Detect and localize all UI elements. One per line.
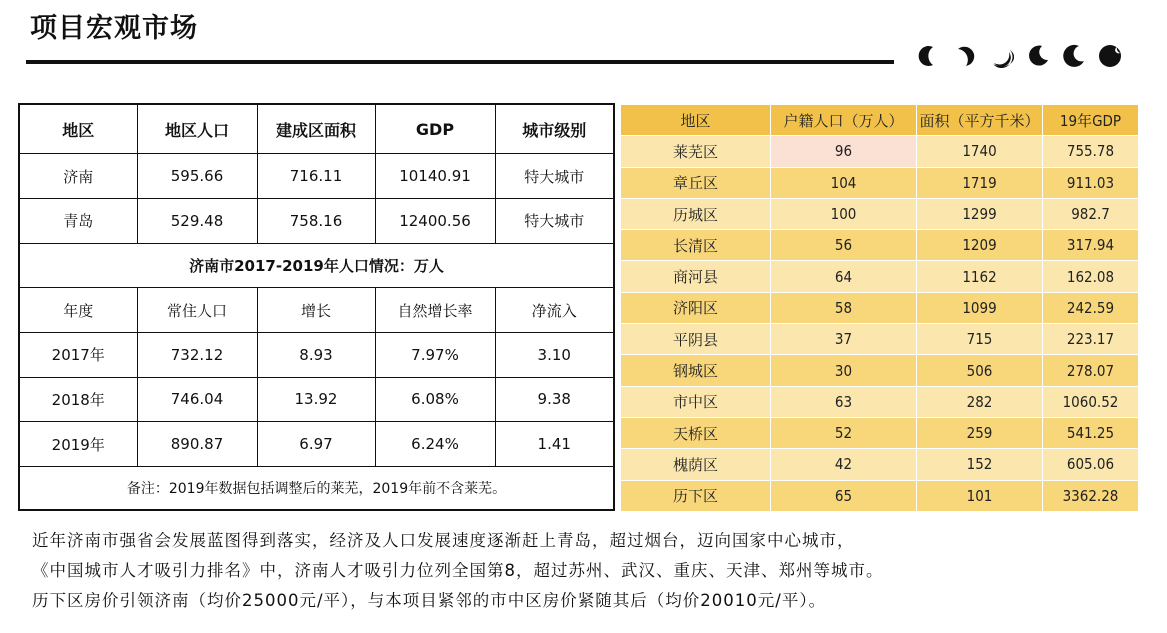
cell: 100 (771, 198, 917, 229)
cell: 104 (771, 167, 917, 198)
crescent-4-icon (1026, 44, 1050, 68)
cell: 槐荫区 (621, 449, 771, 480)
cell: 1.41 (495, 422, 614, 467)
cell: 732.12 (137, 332, 257, 377)
cell: 青岛 (19, 198, 137, 243)
table-row (621, 230, 1139, 261)
table-note: 备注：2019年数据包括调整后的莱芜，2019年前不含莱芜。 (19, 466, 614, 510)
table-row (621, 261, 1139, 292)
table-row (621, 292, 1139, 323)
table-row (19, 154, 614, 199)
crescent-6-icon (1098, 44, 1122, 68)
table-row (19, 377, 614, 422)
paragraph-line: 历下区房价引领济南（均价25000元/平），与本项目紧邻的市中区房价紧随其后（均价20010元/平）。 (32, 591, 827, 610)
table-row (19, 332, 614, 377)
district-table-body (621, 136, 1139, 512)
district-table (620, 104, 1139, 512)
table-subtitle-row (19, 243, 614, 288)
cell: 1209 (917, 230, 1043, 261)
cell: 37 (771, 324, 917, 355)
table-row (621, 386, 1139, 417)
header-cell: 地区 (621, 105, 771, 136)
crescent-1-icon (918, 44, 942, 68)
cell: 10140.91 (375, 154, 495, 199)
table-row (621, 324, 1139, 355)
page-title: 项目宏观市场 (30, 13, 198, 44)
header-cell: 城市级别 (495, 104, 614, 154)
city-comparison-table (18, 103, 615, 511)
crescent-2-icon (954, 44, 978, 68)
header-cell: 地区人口 (137, 104, 257, 154)
cell: 钢城区 (621, 355, 771, 386)
cell: 6.97 (257, 422, 375, 467)
table-row (621, 167, 1139, 198)
paragraph-line: 近年济南市强省会发展蓝图得到落实，经济及人口发展速度逐渐赶上青岛，超过烟台，迈向国家中心城市， (32, 531, 855, 550)
cell: 242.59 (1043, 292, 1139, 323)
cell: 3362.28 (1043, 480, 1139, 511)
cell: 历城区 (621, 198, 771, 229)
table-row (621, 198, 1139, 229)
cell: 3.10 (495, 332, 614, 377)
cell: 605.06 (1043, 449, 1139, 480)
table-row (19, 198, 614, 243)
cell: 52 (771, 417, 917, 448)
population-header-row (19, 288, 614, 333)
cell: 278.07 (1043, 355, 1139, 386)
header-cell: 年度 (19, 288, 137, 333)
header-cell: 净流入 (495, 288, 614, 333)
cell: 890.87 (137, 422, 257, 467)
cell: 65 (771, 480, 917, 511)
cell: 56 (771, 230, 917, 261)
header-cell: 建成区面积 (257, 104, 375, 154)
cell: 746.04 (137, 377, 257, 422)
cell: 1162 (917, 261, 1043, 292)
cell: 1740 (917, 136, 1043, 167)
header-cell: 地区 (19, 104, 137, 154)
cell: 716.11 (257, 154, 375, 199)
cell: 715 (917, 324, 1043, 355)
header-cell: 面积（平方千米） (917, 105, 1043, 136)
cell: 6.24% (375, 422, 495, 467)
paragraph-line: 《中国城市人才吸引力排名》中，济南人才吸引力位列全国第8，超过苏州、武汉、重庆、天津、郑州等城市。 (32, 561, 884, 580)
cell: 96 (771, 136, 917, 167)
cell: 758.16 (257, 198, 375, 243)
moon-phase-decoration (918, 44, 1122, 68)
cell: 152 (917, 449, 1043, 480)
header-cell: GDP (375, 104, 495, 154)
cell: 259 (917, 417, 1043, 448)
summary-paragraph (32, 526, 1152, 616)
cell: 223.17 (1043, 324, 1139, 355)
header-cell: 常住人口 (137, 288, 257, 333)
cell: 162.08 (1043, 261, 1139, 292)
cell: 济南 (19, 154, 137, 199)
header-cell: 户籍人口（万人） (771, 105, 917, 136)
crescent-3-icon (990, 44, 1014, 68)
header-cell: 自然增长率 (375, 288, 495, 333)
cell: 天桥区 (621, 417, 771, 448)
cell: 2017年 (19, 332, 137, 377)
table-row (621, 355, 1139, 386)
district-header-row (621, 105, 1139, 136)
cell: 1719 (917, 167, 1043, 198)
table-row (19, 422, 614, 467)
cell: 982.7 (1043, 198, 1139, 229)
title-divider (26, 60, 894, 64)
cell: 章丘区 (621, 167, 771, 198)
cell: 济阳区 (621, 292, 771, 323)
header-cell: 19年GDP (1043, 105, 1139, 136)
cell: 历下区 (621, 480, 771, 511)
cell: 541.25 (1043, 417, 1139, 448)
cell: 58 (771, 292, 917, 323)
cell: 1299 (917, 198, 1043, 229)
cell: 9.38 (495, 377, 614, 422)
table-row (621, 417, 1139, 448)
cell: 7.97% (375, 332, 495, 377)
cell: 911.03 (1043, 167, 1139, 198)
table-row (621, 449, 1139, 480)
cell: 2019年 (19, 422, 137, 467)
cell: 平阴县 (621, 324, 771, 355)
cell: 13.92 (257, 377, 375, 422)
cell: 1060.52 (1043, 386, 1139, 417)
header-cell: 增长 (257, 288, 375, 333)
population-subtitle: 济南市2017-2019年人口情况：万人 (19, 243, 614, 288)
cell: 30 (771, 355, 917, 386)
cell: 2018年 (19, 377, 137, 422)
cell: 282 (917, 386, 1043, 417)
cell: 6.08% (375, 377, 495, 422)
cell: 长清区 (621, 230, 771, 261)
cell: 101 (917, 480, 1043, 511)
crescent-5-icon (1062, 44, 1086, 68)
table-header-row (19, 104, 614, 154)
cell: 529.48 (137, 198, 257, 243)
cell: 8.93 (257, 332, 375, 377)
table-row (621, 136, 1139, 167)
cell: 63 (771, 386, 917, 417)
cell: 317.94 (1043, 230, 1139, 261)
cell: 12400.56 (375, 198, 495, 243)
cell: 市中区 (621, 386, 771, 417)
cell: 商河县 (621, 261, 771, 292)
table-row (621, 480, 1139, 511)
table-note-row (19, 466, 614, 510)
cell: 特大城市 (495, 154, 614, 199)
cell: 595.66 (137, 154, 257, 199)
cell: 64 (771, 261, 917, 292)
cell: 1099 (917, 292, 1043, 323)
cell: 特大城市 (495, 198, 614, 243)
cell: 755.78 (1043, 136, 1139, 167)
cell: 莱芜区 (621, 136, 771, 167)
cell: 42 (771, 449, 917, 480)
cell: 506 (917, 355, 1043, 386)
